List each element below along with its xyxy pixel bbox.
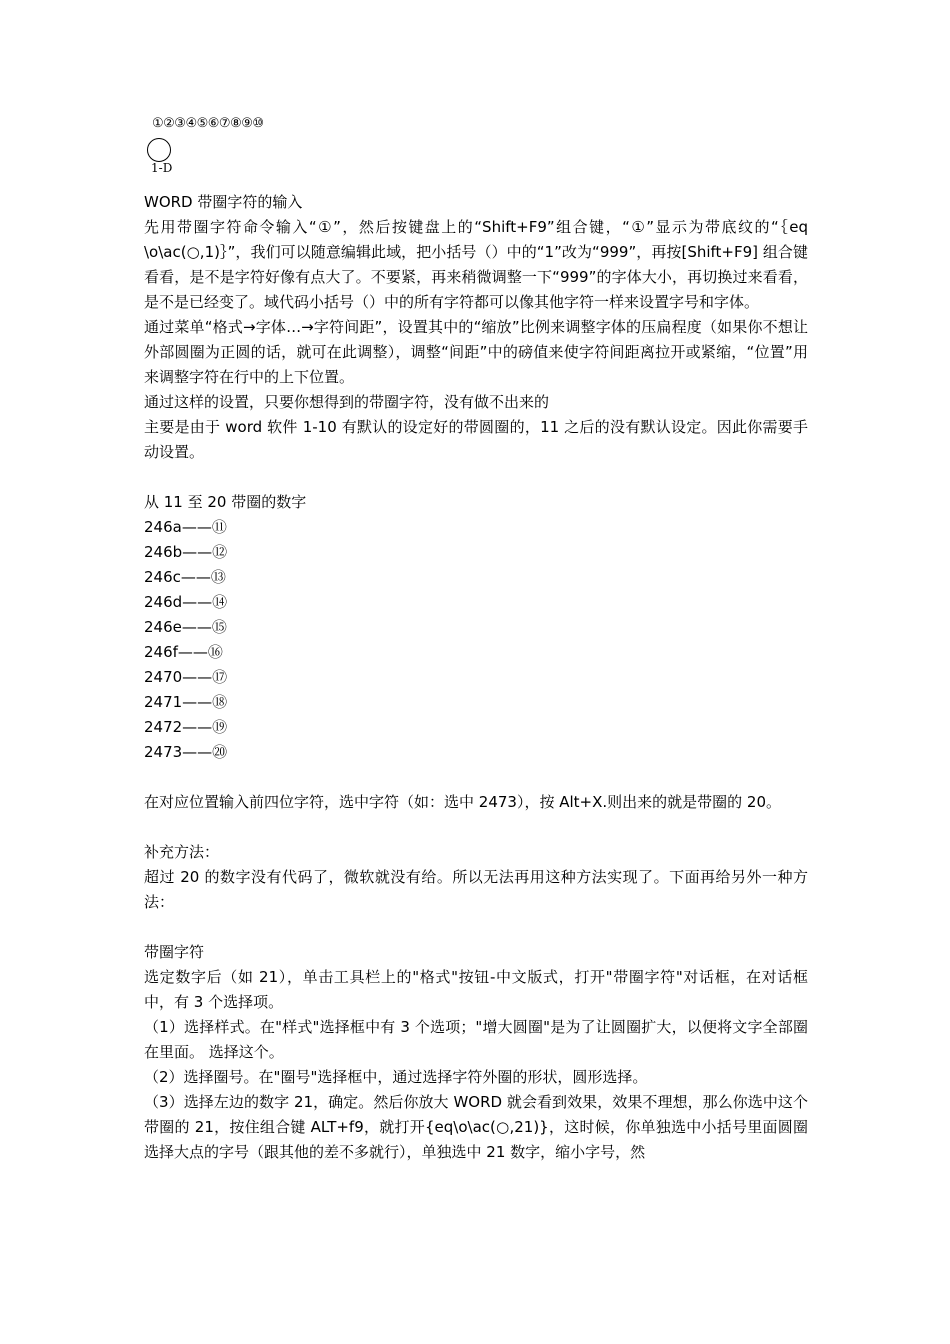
section-heading: 补充方法： bbox=[144, 843, 220, 861]
paragraph: 选定数字后（如 21），单击工具栏上的"格式"按钮-中文版式，打开"带圈字符"对话框，在对话框中，有 3 个选择项。 bbox=[144, 968, 808, 1011]
code-line: 246b——⑫ bbox=[144, 543, 228, 561]
codes-heading: 从 11 至 20 带圈的数字 bbox=[144, 493, 307, 511]
code-line: 2471——⑱ bbox=[144, 693, 228, 711]
code-line: 2472——⑲ bbox=[144, 718, 228, 736]
section-heading: 带圈字符 bbox=[144, 943, 205, 961]
document-body bbox=[144, 190, 808, 1165]
code-line: 246a——⑪ bbox=[144, 518, 227, 536]
spacer bbox=[144, 815, 808, 840]
spacer bbox=[144, 465, 808, 490]
paragraph: （3）选择左边的数字 21，确定。然后你放大 WORD 就会看到效果，效果不理想，那么你选中这个带圈的 21，按住组合键 ALT+f9，就打开{eq\o\ac(○,21)}，这时候，你单独选中小括号里面圆圈选择大点的字号（跟其他的差不多就行），单独选中 21 数字，缩小字号，然 bbox=[144, 1093, 808, 1161]
paragraph: 在对应位置输入前四位字符，选中字符（如：选中 2473），按 Alt+X.则出来的就是带圈的 20。 bbox=[144, 793, 781, 811]
code-line: 2470——⑰ bbox=[144, 668, 228, 686]
circled-numbers-row: ①②③④⑤⑥⑦⑧⑨⑩ bbox=[152, 116, 264, 131]
document-title: WORD 带圈字符的输入 bbox=[144, 193, 303, 211]
paragraph: 通过菜单“格式→字体…→字符间距”，设置其中的“缩放”比例来调整字体的压扁程度（如果你不想让外部圆圈为正圆的话，就可在此调整），调整“间距”中的磅值来使字符间距离拉开或紧缩，“位置”用来调整字符在行中的上下位置。 bbox=[144, 318, 808, 386]
paragraph: 先用带圈字符命令输入“①”，然后按键盘上的“Shift+F9”组合键，“①”显示为带底纹的“｛eq \o\ac(○,1)｝”，我们可以随意编辑此域，把小括号（）中的“1”改为“999”，再按[Shift+F9] 组合键看看，是不是字符好像有点大了。不要紧，再来稍微调整一下“999”的字体大小，再切换过来看看，是不是已经变了。域代码小括号（）中的所有字符都可以像其他字符一样来设置字号和字体。 bbox=[144, 218, 808, 311]
code-line: 246d——⑭ bbox=[144, 593, 228, 611]
code-line: 246e——⑮ bbox=[144, 618, 227, 636]
paragraph: （1）选择样式。在"样式"选择框中有 3 个选项；"增大圆圈"是为了让圆圈扩大，以便将文字全部圈在里面。 选择这个。 bbox=[144, 1018, 808, 1061]
paragraph: 主要是由于 word 软件 1-10 有默认的设定好的带圆圈的，11 之后的没有默认设定。因此你需要手动设置。 bbox=[144, 418, 808, 461]
code-line: 2473——⑳ bbox=[144, 743, 228, 761]
paragraph: （2）选择圈号。在"圈号"选择框中，通过选择字符外圈的形状，圆形选择。 bbox=[144, 1068, 648, 1086]
circle-caption: 1-D bbox=[151, 161, 173, 175]
paragraph: 超过 20 的数字没有代码了，微软就没有给。所以无法再用这种方法实现了。下面再给另外一种方法： bbox=[144, 868, 808, 911]
spacer bbox=[144, 915, 808, 940]
paragraph: 通过这样的设置，只要你想得到的带圈字符，没有做不出来的 bbox=[144, 393, 550, 411]
code-line: 246f——⑯ bbox=[144, 643, 223, 661]
circle-icon bbox=[147, 138, 171, 162]
code-line: 246c——⑬ bbox=[144, 568, 226, 586]
spacer bbox=[144, 765, 808, 790]
